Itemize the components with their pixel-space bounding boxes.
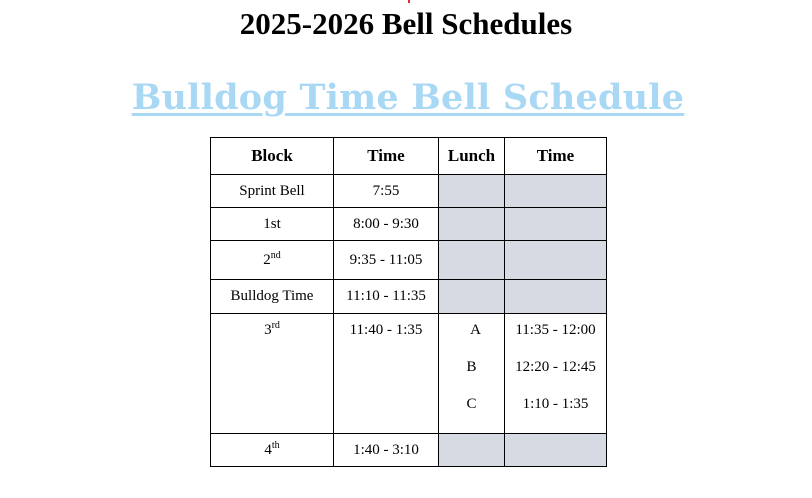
block-cell: 4th (211, 434, 334, 467)
lunch-time-a: 11:35 - 12:00 (515, 322, 596, 338)
lunch-time-c: 1:10 - 1:35 (522, 396, 589, 412)
ordinal-suffix: rd (271, 320, 280, 331)
time-cell: 9:35 - 11:05 (334, 241, 439, 280)
lunch-time-cell-empty (505, 208, 607, 241)
table-row (211, 280, 607, 314)
time-cell: 1:40 - 3:10 (334, 434, 439, 467)
ordinal-suffix: th (271, 439, 280, 451)
time-cell: 11:10 - 11:35 (334, 280, 439, 314)
lunch-label-b: B (466, 359, 477, 375)
lunch-cell (439, 314, 505, 434)
block-cell: 2nd (211, 241, 334, 280)
lunch-time-cell (505, 314, 607, 434)
lunch-time-cell-empty (505, 434, 607, 467)
lunch-label-c: C (466, 396, 477, 412)
lunch-cell-empty (439, 434, 505, 467)
lunch-time-cell-empty (505, 175, 607, 208)
block-cell: Bulldog Time (211, 280, 334, 314)
header-block: Block (211, 138, 334, 175)
table-row (211, 434, 607, 467)
block-cell: Sprint Bell (211, 175, 334, 208)
lunch-time-b: 12:20 - 12:45 (515, 359, 596, 375)
time-cell: 7:55 (334, 175, 439, 208)
lunch-time-cell-empty (505, 241, 607, 280)
table-row (211, 208, 607, 241)
lunch-cell-empty (439, 241, 505, 280)
lunch-cell-empty (439, 280, 505, 314)
table-row (211, 241, 607, 280)
header-lunch-time: Time (505, 138, 607, 175)
table-row (211, 314, 607, 434)
lunch-time-cell-empty (505, 280, 607, 314)
header-lunch: Lunch (439, 138, 505, 175)
block-cell: 1st (211, 208, 334, 241)
block-cell: 3rd (211, 314, 334, 434)
lunch-label-a: A (470, 322, 481, 338)
time-cell: 8:00 - 9:30 (334, 208, 439, 241)
table-row (211, 175, 607, 208)
schedule-subtitle-link[interactable]: Bulldog Time Bell Schedule (131, 77, 685, 118)
lunch-cell-empty (439, 175, 505, 208)
top-red-mark (408, 0, 410, 3)
time-cell: 11:40 - 1:35 (334, 314, 439, 434)
page-title: 2025-2026 Bell Schedules (239, 6, 573, 41)
table-header-row (211, 138, 607, 175)
header-time: Time (334, 138, 439, 175)
bell-schedule-table (210, 137, 607, 467)
lunch-cell-empty (439, 208, 505, 241)
ordinal-suffix: nd (270, 249, 281, 261)
